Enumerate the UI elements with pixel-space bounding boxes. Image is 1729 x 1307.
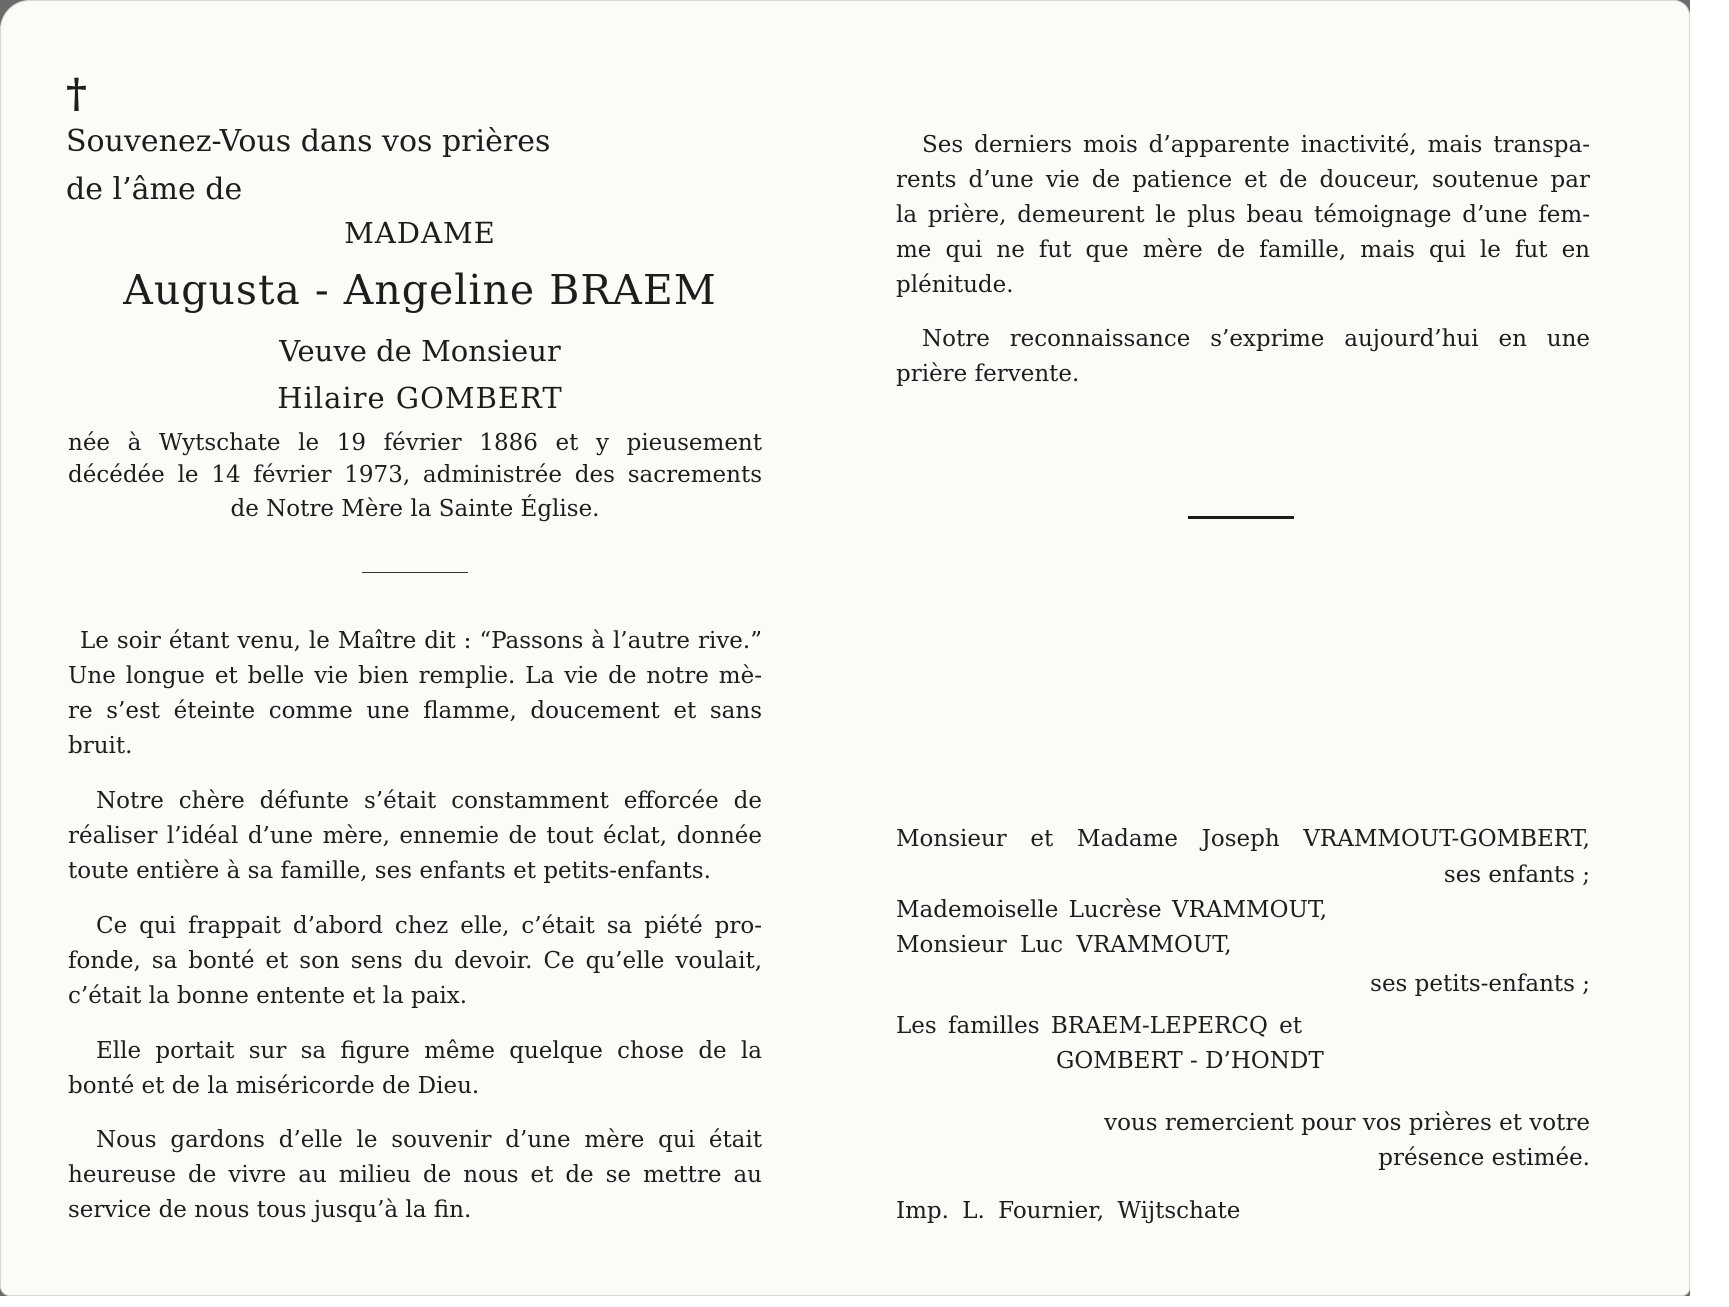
title-madame: MADAME xyxy=(344,216,496,250)
paragraph-1-line-2: Une longue et belle vie bien remplie. La vie de notre mè- xyxy=(68,663,762,689)
paragraph-5-line-3: service de nous tous jusqu’à la fin. xyxy=(68,1197,472,1223)
right-paragraph-1-line-5: plénitude. xyxy=(896,272,1014,298)
right-paragraph-1-line-4: me qui ne fut que mère de famille, mais qui le fut en xyxy=(896,237,1590,263)
children-label: ses enfants ; xyxy=(1443,862,1590,888)
printer-credit: Imp. L. Fournier, Wijtschate xyxy=(896,1198,1241,1224)
right-paragraph-2-line-2: prière fervente. xyxy=(896,361,1080,387)
deceased-name: Augusta - Angeline BRAEM xyxy=(123,266,717,314)
prayer-line-1: Souvenez-Vous dans vos prières xyxy=(66,124,551,159)
families-line-1: Les familles BRAEM-LEPERCQ et xyxy=(896,1013,1303,1039)
page-edge-bottom xyxy=(0,1296,1729,1307)
right-paragraph-1-line-2: rents d’une vie de patience et de douceur, soutenue par xyxy=(896,167,1590,193)
paragraph-3-line-2: fonde, sa bonté et son sens du devoir. Ce qu’elle voulait, xyxy=(68,948,762,974)
right-paragraph-2-line-1: Notre reconnaissance s’exprime aujourd’hui en une xyxy=(922,326,1590,352)
paragraph-3-line-1: Ce qui frappait d’abord chez elle, c’était sa piété pro- xyxy=(96,913,762,939)
page-edge-right xyxy=(1690,0,1729,1307)
bio-line-1: née à Wytschate le 19 février 1886 et y pieusement xyxy=(68,430,762,456)
paragraph-1-line-4: bruit. xyxy=(68,733,133,759)
cross-icon: † xyxy=(66,70,87,117)
children-line: Monsieur et Madame Joseph VRAMMOUT-GOMBERT, xyxy=(896,826,1590,852)
paragraph-5-line-2: heureuse de vivre au milieu de nous et de se mettre au xyxy=(68,1162,762,1188)
spouse-name: Hilaire GOMBERT xyxy=(277,381,563,415)
divider-left xyxy=(362,572,468,573)
right-paragraph-1-line-3: la prière, demeurent le plus beau témoignage d’une fem- xyxy=(896,202,1590,228)
thanks-line-2: présence estimée. xyxy=(1378,1145,1590,1171)
paragraph-4-line-2: bonté et de la miséricorde de Dieu. xyxy=(68,1073,480,1099)
thanks-line-1: vous remercient pour vos prières et votre xyxy=(1104,1110,1590,1136)
bio-line-3: de Notre Mère la Sainte Église. xyxy=(230,496,600,522)
families-line-2: GOMBERT - D’HONDT xyxy=(1056,1048,1324,1074)
prayer-line-2: de l’âme de xyxy=(66,172,243,207)
grandchild-1: Mademoiselle Lucrèse VRAMMOUT, xyxy=(896,897,1328,923)
paragraph-3-line-3: c’était la bonne entente et la paix. xyxy=(68,983,468,1009)
bio-line-2: décédée le 14 février 1973, administrée des sacrements xyxy=(68,462,762,488)
widow-line: Veuve de Monsieur xyxy=(279,334,561,368)
paragraph-5-line-1: Nous gardons d’elle le souvenir d’une mère qui était xyxy=(96,1127,762,1153)
divider-right xyxy=(1188,516,1294,519)
paragraph-1-line-1: Le soir étant venu, le Maître dit : “Passons à l’autre rive.” xyxy=(80,628,762,654)
paragraph-2-line-2: réaliser l’idéal d’une mère, ennemie de tout éclat, donnée xyxy=(68,823,762,849)
right-paragraph-1-line-1: Ses derniers mois d’apparente inactivité, mais transpa- xyxy=(922,132,1590,158)
paragraph-2-line-3: toute entière à sa famille, ses enfants et petits-enfants. xyxy=(68,858,711,884)
paragraph-2-line-1: Notre chère défunte s’était constamment efforcée de xyxy=(96,788,762,814)
grandchild-2: Monsieur Luc VRAMMOUT, xyxy=(896,932,1232,958)
grandchildren-label: ses petits-enfants ; xyxy=(1370,971,1590,997)
paragraph-4-line-1: Elle portait sur sa figure même quelque chose de la xyxy=(96,1038,762,1064)
paragraph-1-line-3: re s’est éteinte comme une flamme, doucement et sans xyxy=(68,698,762,724)
